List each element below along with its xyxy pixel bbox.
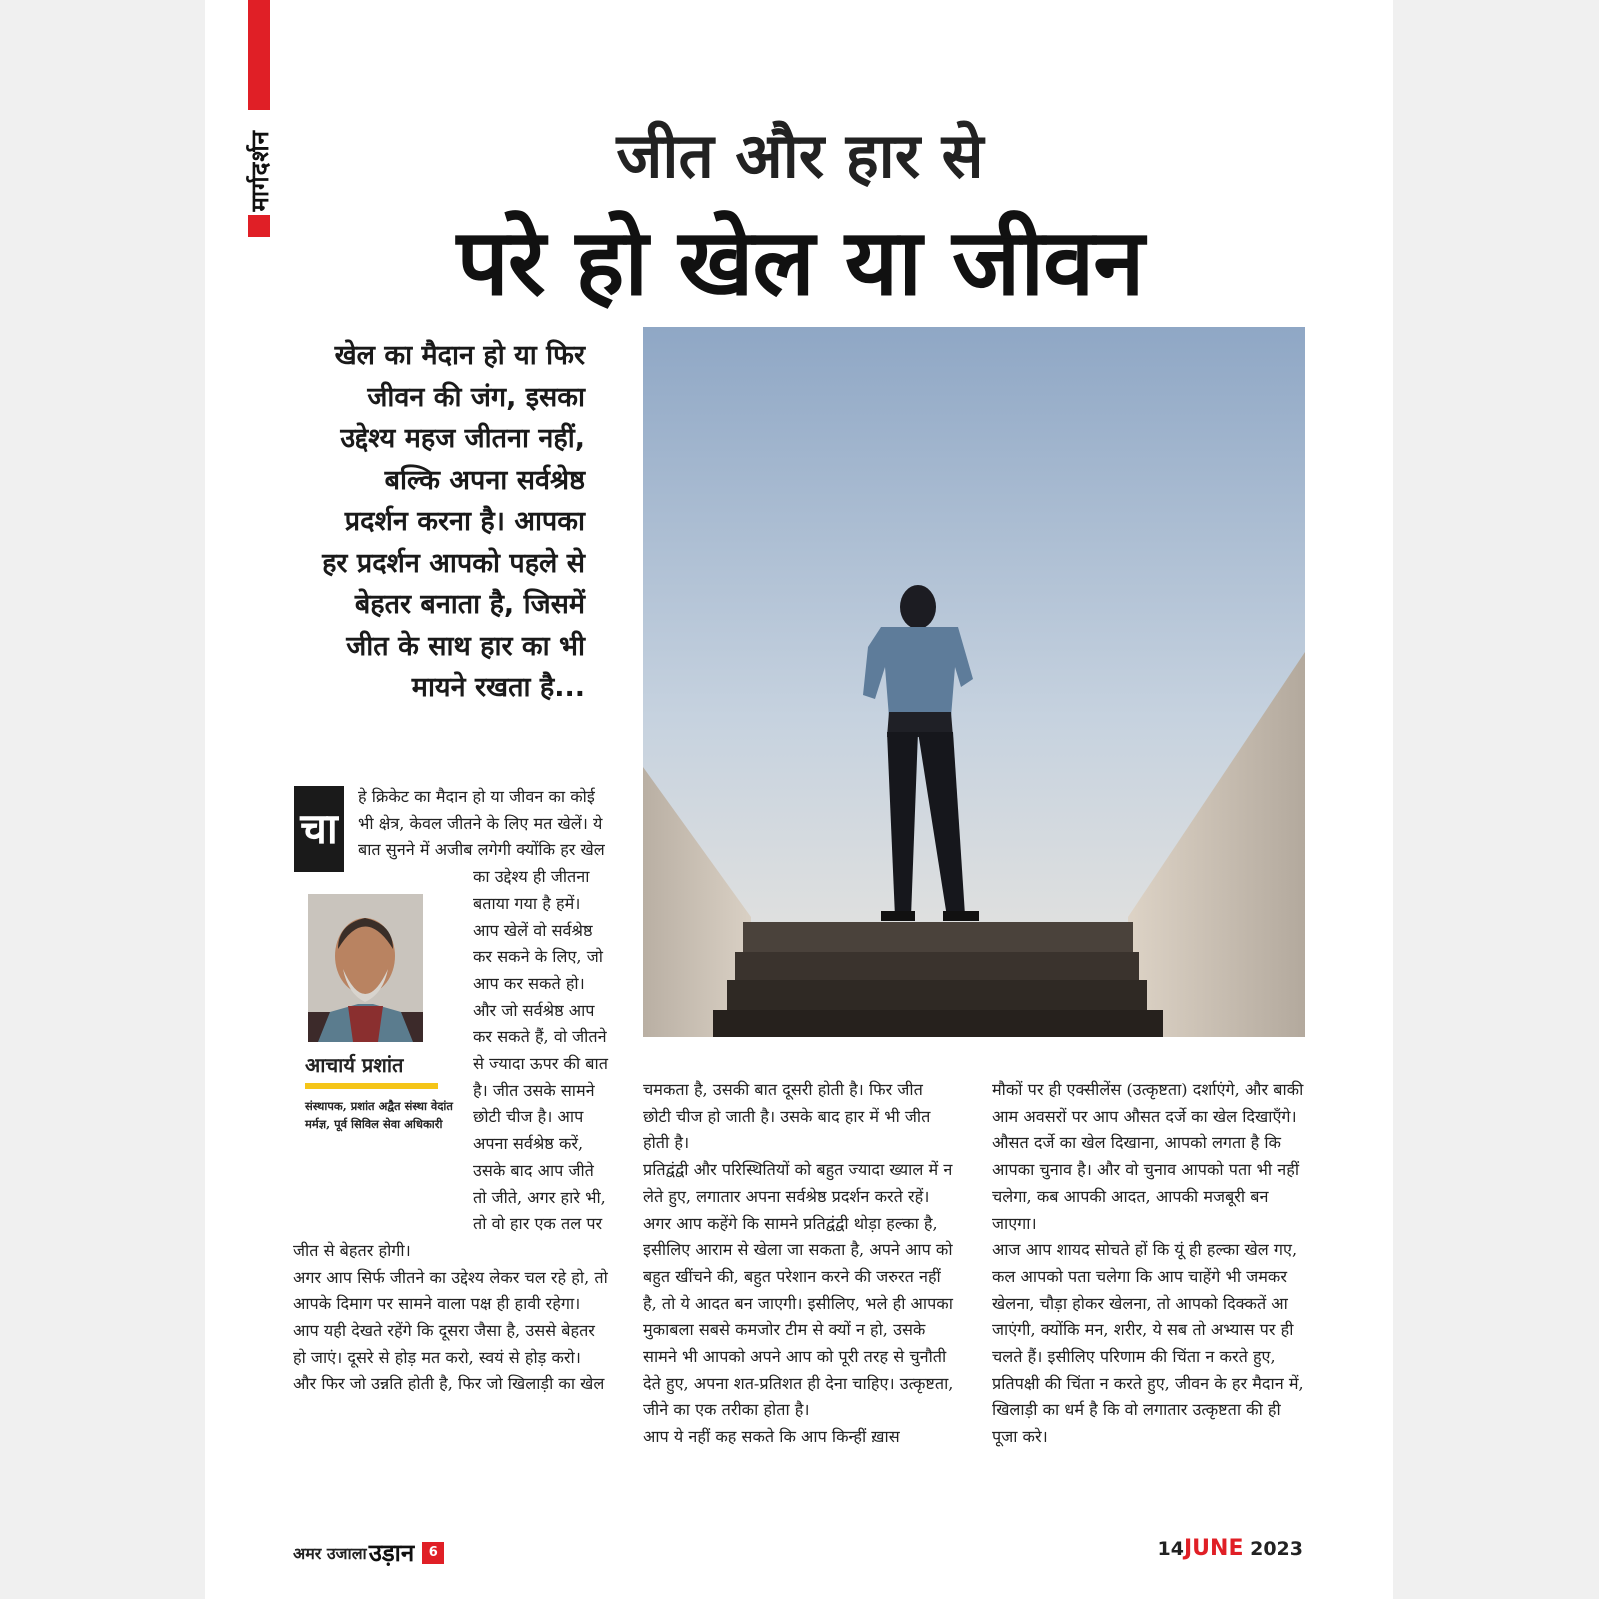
footer-masthead: [293, 1536, 444, 1569]
article-paragraph: प्रतिद्वंद्वी और परिस्थितियों को बहुत ज्यादा ख्याल में न लेते हुए, लगातार अपना सर्वश्रेष्ठ प्रदर्शन करते रहें। अगर आप कहेंगे कि सामने प्रतिद्वंद्वी थोड़ा हल्का है, इसीलिए आराम से खेला जा सकता है, अपने आप को बहुत खींचने की, बहुत परेशान करने की जरुरत नहीं है, तो ये आदत बन जाएगी। इसीलिए, भले ही आपका मुकाबला सबसे कमजोर टीम से क्यों न हो, उसके सामने भी आपको अपने आप को पूरी तरह से चुनौती देते हुए, अपना शत-प्रतिशत ही देना चाहिए। उत्कृष्टता, जीने का एक तरीका होता है।: [643, 1160, 954, 1420]
headline-line-2: परे हो खेल या जीवन: [456, 209, 1144, 316]
article-paragraph: चमकता है, उसकी बात दूसरी होती है। फिर जीत छोटी चीज हो जाती है। उसके बाद हार में भी जीत होती है।: [643, 1080, 931, 1153]
intro-line: बल्कि अपना सर्वश्रेष्ठ: [384, 464, 585, 496]
article-paragraph: अगर आप सिर्फ जीतने का उद्देश्य लेकर चल रहे हो, तो आपके दिमाग पर सामने वाला पक्ष ही हावी रहेगा। आप यही देखते रहेंगे कि दूसरा जैसा है, उससे बेहतर हो जाएं। दूसरे से होड़ मत करो, स्वयं से होड़ करो। और फिर जो उन्नति होती है, फिर जो खिलाड़ी का खेल: [293, 1267, 608, 1394]
section-marker: [248, 215, 270, 237]
intro-standfirst: [285, 335, 585, 709]
article-column-3: [992, 1077, 1304, 1451]
article-paragraph: मौकों पर ही एक्सीलेंस (उत्कृष्टता) दर्शाएंगे, और बाकी आम अवसरों पर आप औसत दर्जे का खेल दिखाएँगे। औसत दर्जे का खेल दिखाना, आपको लगता है कि आपका चुनाव है। और वो चुनाव आपको पता भी नहीं चलेगा, कब आपकी आदत, आपकी मजबूरी बन जाएगा।: [992, 1080, 1304, 1233]
man-on-stairs-illustration: [643, 327, 1305, 1037]
article-column-2: [643, 1077, 955, 1451]
intro-line: जीत के साथ हार का भी: [346, 630, 585, 662]
article-column-1: [293, 784, 609, 1398]
author-underline: [305, 1083, 438, 1089]
author-role: संस्थापक, प्रशांत अद्वैत संस्था वेदांत मर्मज्ञ, पूर्व सिविल सेवा अधिकारी: [305, 1098, 453, 1131]
intro-line: हर प्रदर्शन आपको पहले से: [322, 547, 585, 579]
drop-cap: चा: [294, 786, 344, 872]
intro-line: खेल का मैदान हो या फिर: [334, 340, 585, 371]
date-day: 14: [1157, 1538, 1184, 1560]
author-name: आचार्य प्रशांत: [305, 1053, 404, 1077]
date-month: JUNE: [1183, 1536, 1244, 1561]
section-label: मार्गदर्शन: [245, 130, 274, 212]
intro-line: मायने रखता है...: [411, 672, 585, 703]
footer-magazine: उड़ान: [368, 1539, 415, 1567]
headline-line-1: जीत और हार से: [616, 119, 984, 192]
intro-line: प्रदर्शन करना है। आपका: [344, 506, 585, 537]
footer-date: [1158, 1536, 1303, 1561]
page-number: 6: [422, 1542, 444, 1564]
intro-line: बेहतर बनाता है, जिसमें: [354, 589, 585, 620]
intro-line: जीवन की जंग, इसका: [367, 381, 585, 413]
feature-photo: [643, 327, 1305, 1037]
stairs: [713, 922, 1163, 1037]
section-tag: [246, 130, 272, 290]
intro-line: उद्देश्य महज जीतना नहीं,: [340, 423, 585, 454]
section-color-bar: [248, 0, 270, 110]
article-paragraph: हे क्रिकेट का मैदान हो या जीवन का कोई भी क्षेत्र, केवल जीतने के लिए मत खेलें। ये बात सुनने में अजीब लगेगी क्योंकि हर खेल का उद्देश्य ही जीतना बताया गया है हमें। आप खेलें वो सर्वश्रेष्ठ कर सकने के लिए, जो आप कर सकते हो। और जो सर्वश्रेष्ठ आप कर सकते हैं, वो जीतने से ज्यादा ऊपर की बात है। जीत उसके सामने छोटी चीज है। आप अपना सर्वश्रेष्ठ करें, उसके बाद आप जीते तो जीते, अगर हारे भी, तो वो हार एक तल पर जीत से बेहतर होगी।: [293, 787, 608, 1260]
author-photo: [308, 894, 423, 1042]
article-paragraph: आप ये नहीं कह सकते कि आप किन्हीं ख़ास: [643, 1427, 900, 1447]
date-year: 2023: [1250, 1538, 1303, 1560]
author-block: [293, 894, 469, 1226]
article-paragraph: आज आप शायद सोचते हों कि यूं ही हल्का खेल गए, कल आपको पता चलेगा कि आप चाहेंगे भी जमकर खेलना, चौड़ा होकर खेलना, तो आपको दिक्कतें आ जाएंगी, क्योंकि मन, शरीर, ये सब तो अभ्यास पर ही चलते हैं। इसीलिए परिणाम की चिंता न करते हुए, प्रतिपक्षी की चिंता न करते हुए, जीवन के हर मैदान में, खिलाड़ी का धर्म है कि वो लगातार उत्कृष्टता की ही पूजा करे।: [992, 1240, 1304, 1447]
footer-brand: अमर उजाला: [293, 1543, 367, 1563]
